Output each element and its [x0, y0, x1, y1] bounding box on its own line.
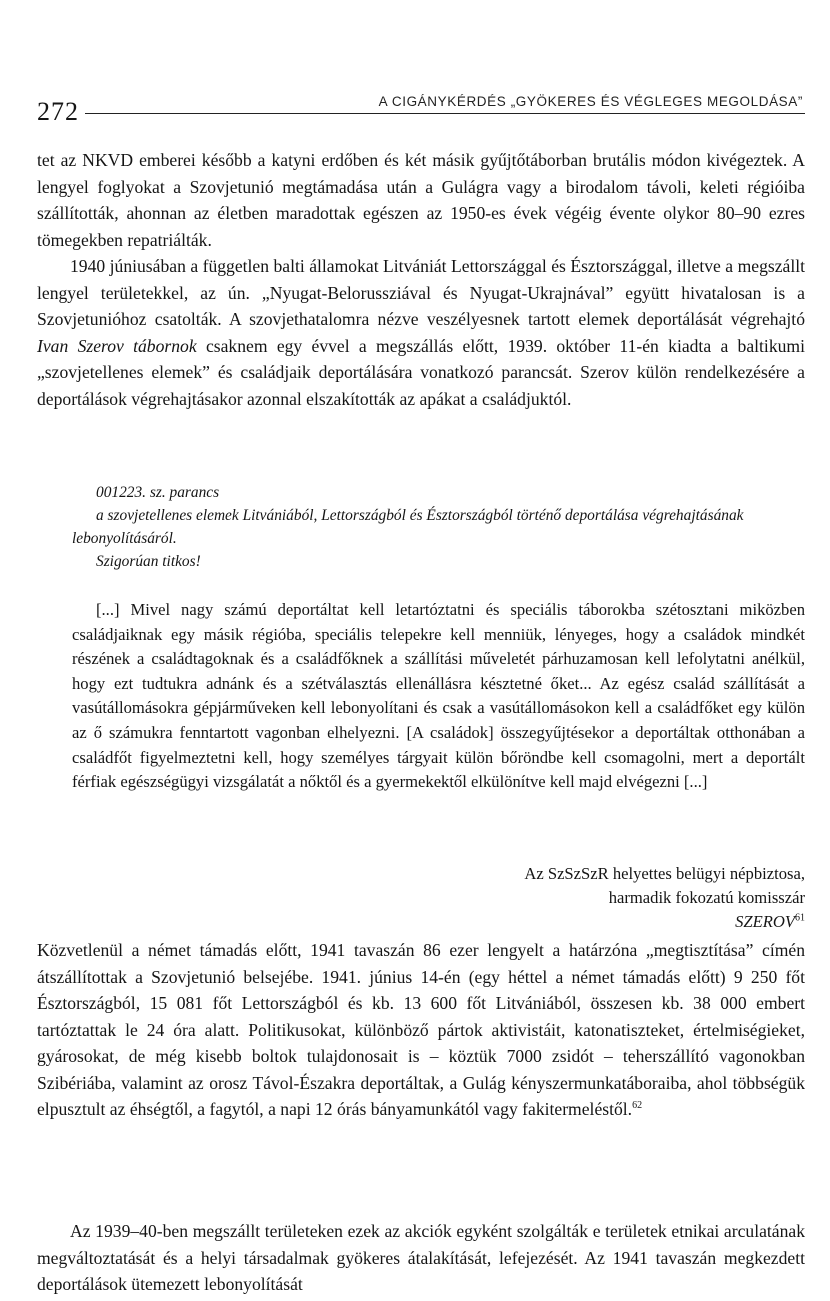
- page-number: 272: [37, 97, 79, 126]
- document-title: a szovjetellenes elemek Litvániából, Lettországból és Észtországból történő deportálása végrehajtásának lebonyolításáról.: [72, 507, 744, 547]
- paragraph-3-text: Közvetlenül a német támadás előtt, 1941 tavaszán 86 ezer lengyelt a határzóna „megtisztítása” címén átszállítottak a Szovjetunió belsejébe. 1941. június 14-én (egy héttel a német támadás előtt) 9 250 főt Észtországból, 15 081 főt Lettországból és kb. 13 600 főt Litvániából, összesen kb. 38 000 embert tartóztattak le 24 óra alatt. Politikusokat, különböző pártok aktivistáit, katonatiszteket, értelmiségieket, gyárosokat, de még kisebb boltok tulajdonosait is – köztük 7000 zsidót – teherszállító vagonokban Szibériába, valamint az orosz Távol-Északra deportáltak, a Gulág kényszermunkatáboraiba, ahol többségük elpusztult az éhségtől, a fagytól, a napi 12 órás bányamunkától vagy fakitermeléstől.: [37, 940, 805, 1119]
- paragraph-2-italic: Ivan Szerov tábornok: [37, 335, 197, 356]
- paragraph-2: [37, 253, 805, 412]
- footnote-ref-62: 62: [632, 1100, 643, 1112]
- signature-line-2: harmadik fokozatú komisszár: [608, 888, 805, 907]
- signature-name: [524, 910, 805, 934]
- quoted-document-heading: [72, 481, 805, 573]
- header-rule: [85, 113, 805, 114]
- signature-line-1: Az SzSzSzR helyettes belügyi népbiztosa,: [524, 864, 805, 883]
- running-head: A CIGÁNYKÉRDÉS „GYÖKERES ÉS VÉGLEGES MEGOLDÁSA”: [378, 94, 803, 109]
- signature-name-text: SZEROV: [735, 912, 795, 931]
- document-classification: Szigorúan titkos!: [96, 553, 201, 570]
- paragraph-3: [37, 937, 805, 1123]
- footnote-ref-61: 61: [795, 912, 805, 924]
- quoted-document-body: [...] Mivel nagy számú deportáltat kell letartóztatni és speciális táborokba szétosztani miközben családjaiknak egy másik régióba, speciális telepekre kell menniük, lényeges, hogy a családok mindkét részének a családtagoknak és a családfőknek a szállítási műveletét párhuzamosan kell lefolytatni anélkül, hogy ezt tudtukra adnánk és a szétválasztás ellenállásra késztetné őket... Az egész család szállítását a vasútállomásokra gépjárműveken kell lebonyolítani és csak a vasútállomásokon kell a családfőket egy külön az ő számukra fenntartott vagonban elhelyezni. [A családok] összegyűjtésekor a deportáltak otthonában a családfőt figyelmeztetni kell, hogy személyes tárgyait külön bőröndbe kell csomagolni, mert a deportált férfiak egészségügyi vizsgálatát a nőktől és a gyermekektől elkülönítve kell majd elvégezni [...]: [72, 600, 805, 792]
- document-signature: [524, 862, 805, 934]
- paragraph-1: tet az NKVD emberei később a katyni erdőben és két másik gyűjtőtáborban brutális módon kivégeztek. A lengyel foglyokat a Szovjetunió megtámadása után a Gulágra vagy a birodalom távoli, keleti régióiba szállították, ahonnan az életben maradottak egészen az 1950-es évek végéig évente olykor 80–90 ezres tömegekben repatriálták.: [37, 150, 805, 250]
- paragraph-4: Az 1939–40-ben megszállt területeken ezek az akciók egyként szolgálták e területek etnikai arculatának megváltoztatását és a helyi társadalmak gyökeres átalakítását, lefejezését. Az 1941 tavaszán megkezdett deportálások ütemezett lebonyolítását: [37, 1221, 805, 1294]
- page-header: [37, 84, 805, 124]
- paragraph-2-text-a: 1940 júniusában a független balti államokat Litvániát Lettországgal és Észtországgal, illetve a megszállt lengyel területekkel, az ún. „Nyugat-Belorussziával és Nyugat-Ukrajnával” együtt hivatalosan is a Szovjetunióhoz csatolták. A szovjethatalomra nézve veszélyesnek tartott elemek deportálását végrehajtó: [37, 256, 805, 329]
- paragraph-2-text-b: csaknem egy évvel a megszállás előtt, 1939. október 11-én kiadta a baltikumi „szovjetellenes elemek” és családjaik deportálására vonatkozó parancsát. Szerov külön rendelkezésére a deportálások végrehajtásakor azonnal elszakították az apákat a családjuktól.: [37, 335, 805, 409]
- document-number: 001223. sz. parancs: [96, 484, 220, 501]
